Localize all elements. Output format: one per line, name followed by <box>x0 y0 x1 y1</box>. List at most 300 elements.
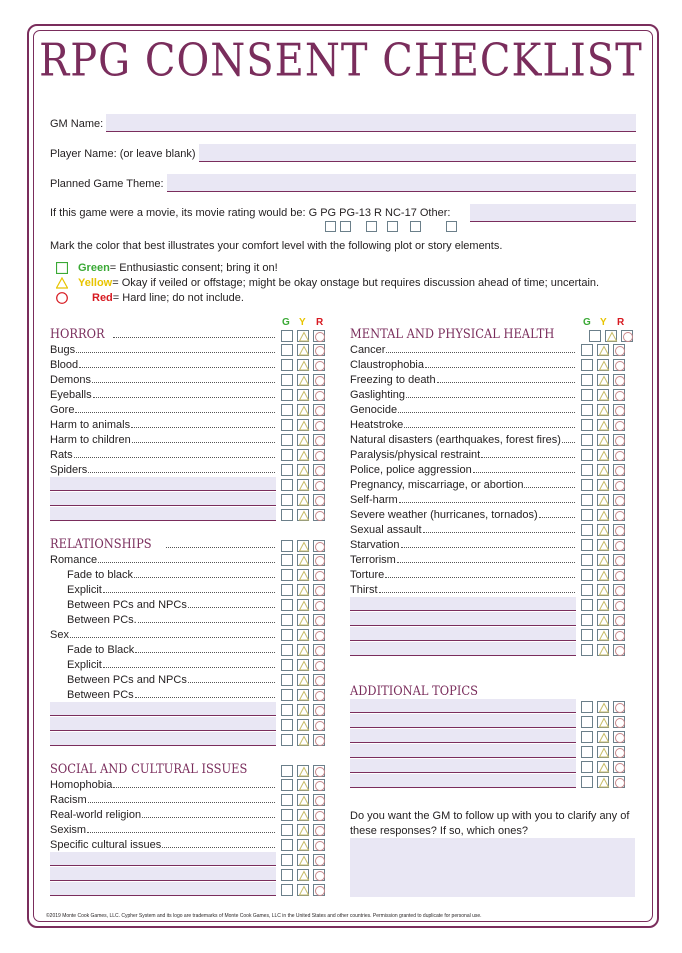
yellow-checkbox[interactable] <box>297 884 309 896</box>
green-checkbox[interactable] <box>281 869 293 881</box>
list-item <box>350 402 630 417</box>
gyr-checkboxes <box>581 479 625 491</box>
green-checkbox[interactable] <box>281 674 293 686</box>
green-checkbox[interactable] <box>281 719 293 731</box>
yellow-checkbox[interactable] <box>297 479 309 491</box>
green-checkbox[interactable] <box>281 824 293 836</box>
yellow-checkbox[interactable] <box>597 746 609 758</box>
green-checkbox[interactable] <box>581 599 593 611</box>
yellow-checkbox[interactable] <box>597 434 609 446</box>
yellow-checkbox[interactable] <box>297 464 309 476</box>
yellow-checkbox[interactable] <box>297 704 309 716</box>
yellow-checkbox[interactable] <box>297 794 309 806</box>
red-checkbox[interactable] <box>613 434 625 446</box>
red-checkbox[interactable] <box>313 869 325 881</box>
gyr-checkboxes <box>581 374 625 386</box>
yellow-checkbox[interactable] <box>297 869 309 881</box>
yellow-checkbox[interactable] <box>597 539 609 551</box>
yellow-checkbox[interactable] <box>297 434 309 446</box>
yellow-checkbox[interactable] <box>297 449 309 461</box>
red-checkbox[interactable] <box>613 569 625 581</box>
green-checkbox[interactable] <box>281 540 293 552</box>
write-in-input[interactable] <box>350 774 576 788</box>
red-checkbox[interactable] <box>313 404 325 416</box>
leader-dots <box>398 412 575 413</box>
blank-write-in-row <box>50 852 330 867</box>
green-checkbox[interactable] <box>581 746 593 758</box>
green-checkbox[interactable] <box>281 419 293 431</box>
yellow-checkbox[interactable] <box>297 734 309 746</box>
green-checkbox[interactable] <box>581 584 593 596</box>
rating-nc17-checkbox[interactable] <box>410 221 421 232</box>
yellow-checkbox[interactable] <box>597 419 609 431</box>
leader-dots <box>88 802 275 803</box>
red-checkbox[interactable] <box>313 494 325 506</box>
yellow-checkbox[interactable] <box>597 599 609 611</box>
blank-write-in-row <box>350 597 630 612</box>
green-checkbox[interactable] <box>581 449 593 461</box>
green-checkbox[interactable] <box>281 584 293 596</box>
red-checkbox[interactable] <box>313 464 325 476</box>
rating-other-input[interactable] <box>470 204 636 222</box>
leader-dots <box>135 697 275 698</box>
player-name-field <box>50 142 636 162</box>
leader-dots <box>437 382 575 383</box>
leader-dots <box>162 847 275 848</box>
item-label: Police, police aggression <box>350 464 472 476</box>
gyr-checkboxes <box>581 731 625 743</box>
red-checkbox[interactable] <box>313 704 325 716</box>
blank-write-in-row <box>50 717 330 732</box>
green-checkbox[interactable] <box>281 659 293 671</box>
red-checkbox[interactable] <box>613 584 625 596</box>
mental-section-heading <box>350 324 630 342</box>
yellow-checkbox[interactable] <box>597 569 609 581</box>
red-checkbox[interactable] <box>313 794 325 806</box>
red-checkbox[interactable] <box>613 509 625 521</box>
green-checkbox[interactable] <box>581 404 593 416</box>
yellow-checkbox[interactable] <box>597 731 609 743</box>
yellow-checkbox[interactable] <box>597 524 609 536</box>
yellow-checkbox[interactable] <box>297 569 309 581</box>
red-checkbox[interactable] <box>613 464 625 476</box>
green-checkbox[interactable] <box>281 794 293 806</box>
leader-dots <box>74 457 275 458</box>
yellow-checkbox[interactable] <box>297 659 309 671</box>
leader-dots <box>397 562 575 563</box>
gyr-checkboxes <box>281 509 325 521</box>
red-checkbox[interactable] <box>313 614 325 626</box>
green-checkbox[interactable] <box>281 554 293 566</box>
yellow-checkbox[interactable] <box>297 359 309 371</box>
horror-title: HORROR <box>50 327 105 342</box>
red-checkbox[interactable] <box>613 389 625 401</box>
red-checkbox[interactable] <box>613 419 625 431</box>
green-checkbox[interactable] <box>581 389 593 401</box>
red-checkbox[interactable] <box>613 449 625 461</box>
list-item <box>350 537 630 552</box>
red-checkbox[interactable] <box>313 599 325 611</box>
yellow-checkbox[interactable] <box>597 374 609 386</box>
item-label: Starvation <box>350 539 400 551</box>
gyr-checkboxes <box>581 344 625 356</box>
green-checkbox[interactable] <box>281 434 293 446</box>
write-in-input[interactable] <box>350 627 576 641</box>
red-checkbox[interactable] <box>613 629 625 641</box>
item-label: Explicit <box>67 659 102 671</box>
red-checkbox[interactable] <box>613 524 625 536</box>
green-checkbox[interactable] <box>281 479 293 491</box>
green-checkbox[interactable] <box>581 554 593 566</box>
yellow-checkbox[interactable] <box>297 824 309 836</box>
gm-name-field <box>50 112 636 132</box>
green-checkbox[interactable] <box>589 330 601 342</box>
blank-write-in-row <box>350 759 630 774</box>
green-checkbox[interactable] <box>281 854 293 866</box>
green-checkbox[interactable] <box>581 494 593 506</box>
red-checkbox[interactable] <box>613 761 625 773</box>
yellow-checkbox[interactable] <box>597 449 609 461</box>
yellow-checkbox[interactable] <box>297 839 309 851</box>
rating-other-checkbox[interactable] <box>446 221 457 232</box>
leader-dots <box>166 547 275 548</box>
yellow-checkbox[interactable] <box>597 389 609 401</box>
rating-pg-checkbox[interactable] <box>340 221 351 232</box>
gyr-checkboxes <box>281 540 325 552</box>
list-item <box>50 402 330 417</box>
red-checkbox[interactable] <box>613 479 625 491</box>
red-checkbox[interactable] <box>313 839 325 851</box>
player-name-input[interactable] <box>199 144 636 162</box>
red-checkbox[interactable] <box>613 539 625 551</box>
red-checkbox[interactable] <box>313 344 325 356</box>
red-checkbox[interactable] <box>313 554 325 566</box>
yellow-checkbox[interactable] <box>297 614 309 626</box>
yellow-checkbox[interactable] <box>597 701 609 713</box>
green-checkbox[interactable] <box>281 464 293 476</box>
yellow-checkbox[interactable] <box>297 779 309 791</box>
green-checkbox[interactable] <box>581 509 593 521</box>
green-checkbox[interactable] <box>281 689 293 701</box>
write-in-input[interactable] <box>350 714 576 728</box>
red-checkbox[interactable] <box>613 731 625 743</box>
red-checkbox[interactable] <box>313 854 325 866</box>
write-in-input[interactable] <box>350 744 576 758</box>
yellow-checkbox[interactable] <box>297 584 309 596</box>
leader-dots <box>524 487 575 488</box>
y-header-right: Y <box>600 317 607 328</box>
red-checkbox[interactable] <box>313 479 325 491</box>
write-in-input[interactable] <box>50 882 276 896</box>
yellow-checkbox[interactable] <box>297 389 309 401</box>
green-checkbox[interactable] <box>581 464 593 476</box>
green-checkbox[interactable] <box>581 359 593 371</box>
followup-input[interactable] <box>350 838 635 897</box>
red-checkbox[interactable] <box>313 389 325 401</box>
legend-red <box>56 292 244 304</box>
red-checkbox[interactable] <box>313 659 325 671</box>
yellow-checkbox[interactable] <box>597 644 609 656</box>
green-checkbox[interactable] <box>581 629 593 641</box>
yellow-checkbox[interactable] <box>297 509 309 521</box>
yellow-checkbox[interactable] <box>297 629 309 641</box>
gyr-checkboxes <box>581 554 625 566</box>
list-item <box>50 462 330 477</box>
green-checkbox[interactable] <box>581 419 593 431</box>
green-checkbox[interactable] <box>281 374 293 386</box>
rating-g-checkbox[interactable] <box>325 221 336 232</box>
item-label: Between PCs and NPCs <box>67 599 187 611</box>
yellow-checkbox[interactable] <box>597 614 609 626</box>
mental-title: MENTAL AND PHYSICAL HEALTH <box>350 327 555 342</box>
gyr-checkboxes <box>281 644 325 656</box>
green-checkbox[interactable] <box>281 449 293 461</box>
yellow-checkbox[interactable] <box>597 464 609 476</box>
write-in-input[interactable] <box>50 852 276 866</box>
relationships-title: RELATIONSHIPS <box>50 537 152 552</box>
write-in-input[interactable] <box>50 867 276 881</box>
leader-dots <box>401 547 575 548</box>
red-checkbox[interactable] <box>313 540 325 552</box>
yellow-checkbox[interactable] <box>597 359 609 371</box>
legend-green <box>56 262 278 274</box>
red-checkbox[interactable] <box>613 746 625 758</box>
red-checkbox[interactable] <box>313 509 325 521</box>
red-checkbox[interactable] <box>313 674 325 686</box>
leader-dots <box>481 457 575 458</box>
red-checkbox[interactable] <box>613 404 625 416</box>
green-checkbox[interactable] <box>581 344 593 356</box>
yellow-checkbox[interactable] <box>297 344 309 356</box>
green-checkbox[interactable] <box>281 330 293 342</box>
yellow-checkbox[interactable] <box>605 330 617 342</box>
write-in-input[interactable] <box>50 732 276 746</box>
yellow-checkbox[interactable] <box>597 509 609 521</box>
red-checkbox[interactable] <box>313 689 325 701</box>
yellow-checkbox[interactable] <box>597 404 609 416</box>
gyr-checkboxes <box>581 569 625 581</box>
red-checkbox[interactable] <box>313 419 325 431</box>
write-in-input[interactable] <box>350 642 576 656</box>
green-checkbox[interactable] <box>281 614 293 626</box>
list-item <box>50 657 330 672</box>
red-checkbox[interactable] <box>313 719 325 731</box>
yellow-checkbox[interactable] <box>297 554 309 566</box>
red-checkbox[interactable] <box>613 494 625 506</box>
green-checkbox[interactable] <box>281 569 293 581</box>
red-checkbox[interactable] <box>313 330 325 342</box>
gyr-checkboxes <box>281 479 325 491</box>
yellow-checkbox[interactable] <box>597 494 609 506</box>
gyr-checkboxes <box>581 434 625 446</box>
green-checkbox[interactable] <box>581 614 593 626</box>
red-checkbox[interactable] <box>613 554 625 566</box>
yellow-checkbox[interactable] <box>297 330 309 342</box>
list-item <box>50 597 330 612</box>
blank-write-in-row <box>50 867 330 882</box>
green-checkbox[interactable] <box>581 716 593 728</box>
item-label: Rats <box>50 449 73 461</box>
blank-write-in-row <box>350 612 630 627</box>
green-checkbox[interactable] <box>281 344 293 356</box>
yellow-checkbox[interactable] <box>597 344 609 356</box>
green-checkbox[interactable] <box>281 389 293 401</box>
g-header-left: G <box>282 317 290 328</box>
red-checkbox[interactable] <box>313 449 325 461</box>
write-in-input[interactable] <box>350 612 576 626</box>
write-in-input[interactable] <box>350 729 576 743</box>
list-item <box>350 387 630 402</box>
yellow-checkbox[interactable] <box>297 644 309 656</box>
red-checkbox[interactable] <box>313 824 325 836</box>
yellow-checkbox[interactable] <box>597 629 609 641</box>
green-checkbox[interactable] <box>581 731 593 743</box>
yellow-checkbox[interactable] <box>297 809 309 821</box>
yellow-checkbox[interactable] <box>297 599 309 611</box>
list-item <box>50 687 330 702</box>
gyr-checkboxes <box>281 554 325 566</box>
green-checkbox[interactable] <box>581 644 593 656</box>
gyr-checkboxes <box>281 330 325 342</box>
red-checkbox[interactable] <box>313 734 325 746</box>
red-checkbox[interactable] <box>313 809 325 821</box>
item-label: Cancer <box>350 344 386 356</box>
page-title: RPG CONSENT CHECKLIST <box>39 35 643 87</box>
triangle-icon <box>56 277 68 289</box>
green-checkbox[interactable] <box>281 359 293 371</box>
green-checkbox[interactable] <box>581 434 593 446</box>
leader-dots <box>539 517 575 518</box>
item-label: Severe weather (hurricanes, tornados) <box>350 509 538 521</box>
red-checkbox[interactable] <box>313 629 325 641</box>
leader-dots <box>75 412 275 413</box>
gyr-checkboxes <box>581 524 625 536</box>
red-checkbox[interactable] <box>613 776 625 788</box>
yellow-checkbox[interactable] <box>297 404 309 416</box>
item-label: Fade to Black <box>67 644 135 656</box>
red-checkbox[interactable] <box>313 359 325 371</box>
yellow-checkbox[interactable] <box>297 419 309 431</box>
relationships-section-heading <box>50 534 330 552</box>
gyr-checkboxes <box>281 629 325 641</box>
item-label: Between PCs <box>67 689 134 701</box>
write-in-input[interactable] <box>50 492 276 506</box>
green-checkbox[interactable] <box>281 509 293 521</box>
write-in-input[interactable] <box>50 702 276 716</box>
green-checkbox[interactable] <box>281 809 293 821</box>
list-item <box>50 552 330 567</box>
blank-write-in-row <box>50 702 330 717</box>
green-checkbox[interactable] <box>281 779 293 791</box>
red-checkbox[interactable] <box>313 765 325 777</box>
legend-yellow-word: Yellow <box>78 277 113 289</box>
green-checkbox[interactable] <box>581 539 593 551</box>
yellow-checkbox[interactable] <box>297 540 309 552</box>
green-checkbox[interactable] <box>281 494 293 506</box>
write-in-input[interactable] <box>350 759 576 773</box>
yellow-checkbox[interactable] <box>297 674 309 686</box>
write-in-input[interactable] <box>50 717 276 731</box>
leader-dots <box>131 427 275 428</box>
yellow-checkbox[interactable] <box>297 689 309 701</box>
theme-input[interactable] <box>167 174 636 192</box>
green-checkbox[interactable] <box>281 884 293 896</box>
green-checkbox[interactable] <box>281 765 293 777</box>
write-in-input[interactable] <box>50 507 276 521</box>
red-checkbox[interactable] <box>613 359 625 371</box>
yellow-checkbox[interactable] <box>597 554 609 566</box>
red-checkbox[interactable] <box>613 614 625 626</box>
gyr-checkboxes <box>281 854 325 866</box>
yellow-checkbox[interactable] <box>297 765 309 777</box>
item-label: Thirst <box>350 584 378 596</box>
yellow-checkbox[interactable] <box>597 716 609 728</box>
list-item <box>50 777 330 792</box>
green-checkbox[interactable] <box>281 629 293 641</box>
green-checkbox[interactable] <box>581 701 593 713</box>
yellow-checkbox[interactable] <box>597 479 609 491</box>
gm-name-input[interactable] <box>106 114 636 132</box>
red-checkbox[interactable] <box>613 344 625 356</box>
gyr-checkboxes <box>281 494 325 506</box>
red-checkbox[interactable] <box>313 584 325 596</box>
leader-dots <box>423 532 575 533</box>
green-checkbox[interactable] <box>281 704 293 716</box>
red-checkbox[interactable] <box>313 434 325 446</box>
green-checkbox[interactable] <box>281 839 293 851</box>
red-checkbox[interactable] <box>613 599 625 611</box>
list-item <box>50 612 330 627</box>
green-checkbox[interactable] <box>581 479 593 491</box>
red-checkbox[interactable] <box>621 330 633 342</box>
yellow-checkbox[interactable] <box>297 719 309 731</box>
gyr-checkboxes <box>281 794 325 806</box>
red-checkbox[interactable] <box>613 716 625 728</box>
red-checkbox[interactable] <box>613 644 625 656</box>
yellow-checkbox[interactable] <box>597 584 609 596</box>
rating-pg13-checkbox[interactable] <box>366 221 377 232</box>
red-checkbox[interactable] <box>313 374 325 386</box>
yellow-checkbox[interactable] <box>297 494 309 506</box>
green-checkbox[interactable] <box>281 404 293 416</box>
green-checkbox[interactable] <box>281 599 293 611</box>
red-checkbox[interactable] <box>313 779 325 791</box>
green-checkbox[interactable] <box>581 374 593 386</box>
yellow-checkbox[interactable] <box>597 761 609 773</box>
green-checkbox[interactable] <box>281 734 293 746</box>
red-checkbox[interactable] <box>613 374 625 386</box>
rating-r-checkbox[interactable] <box>387 221 398 232</box>
yellow-checkbox[interactable] <box>597 776 609 788</box>
green-checkbox[interactable] <box>581 524 593 536</box>
green-checkbox[interactable] <box>581 569 593 581</box>
red-checkbox[interactable] <box>313 569 325 581</box>
write-in-input[interactable] <box>350 597 576 611</box>
yellow-checkbox[interactable] <box>297 374 309 386</box>
gyr-checkboxes <box>281 704 325 716</box>
write-in-input[interactable] <box>50 477 276 491</box>
red-checkbox[interactable] <box>313 884 325 896</box>
yellow-checkbox[interactable] <box>297 854 309 866</box>
red-checkbox[interactable] <box>613 701 625 713</box>
write-in-input[interactable] <box>350 699 576 713</box>
green-checkbox[interactable] <box>581 761 593 773</box>
leader-dots <box>103 592 275 593</box>
red-checkbox[interactable] <box>313 644 325 656</box>
green-checkbox[interactable] <box>281 644 293 656</box>
theme-label: Planned Game Theme: <box>50 178 164 190</box>
green-checkbox[interactable] <box>581 776 593 788</box>
